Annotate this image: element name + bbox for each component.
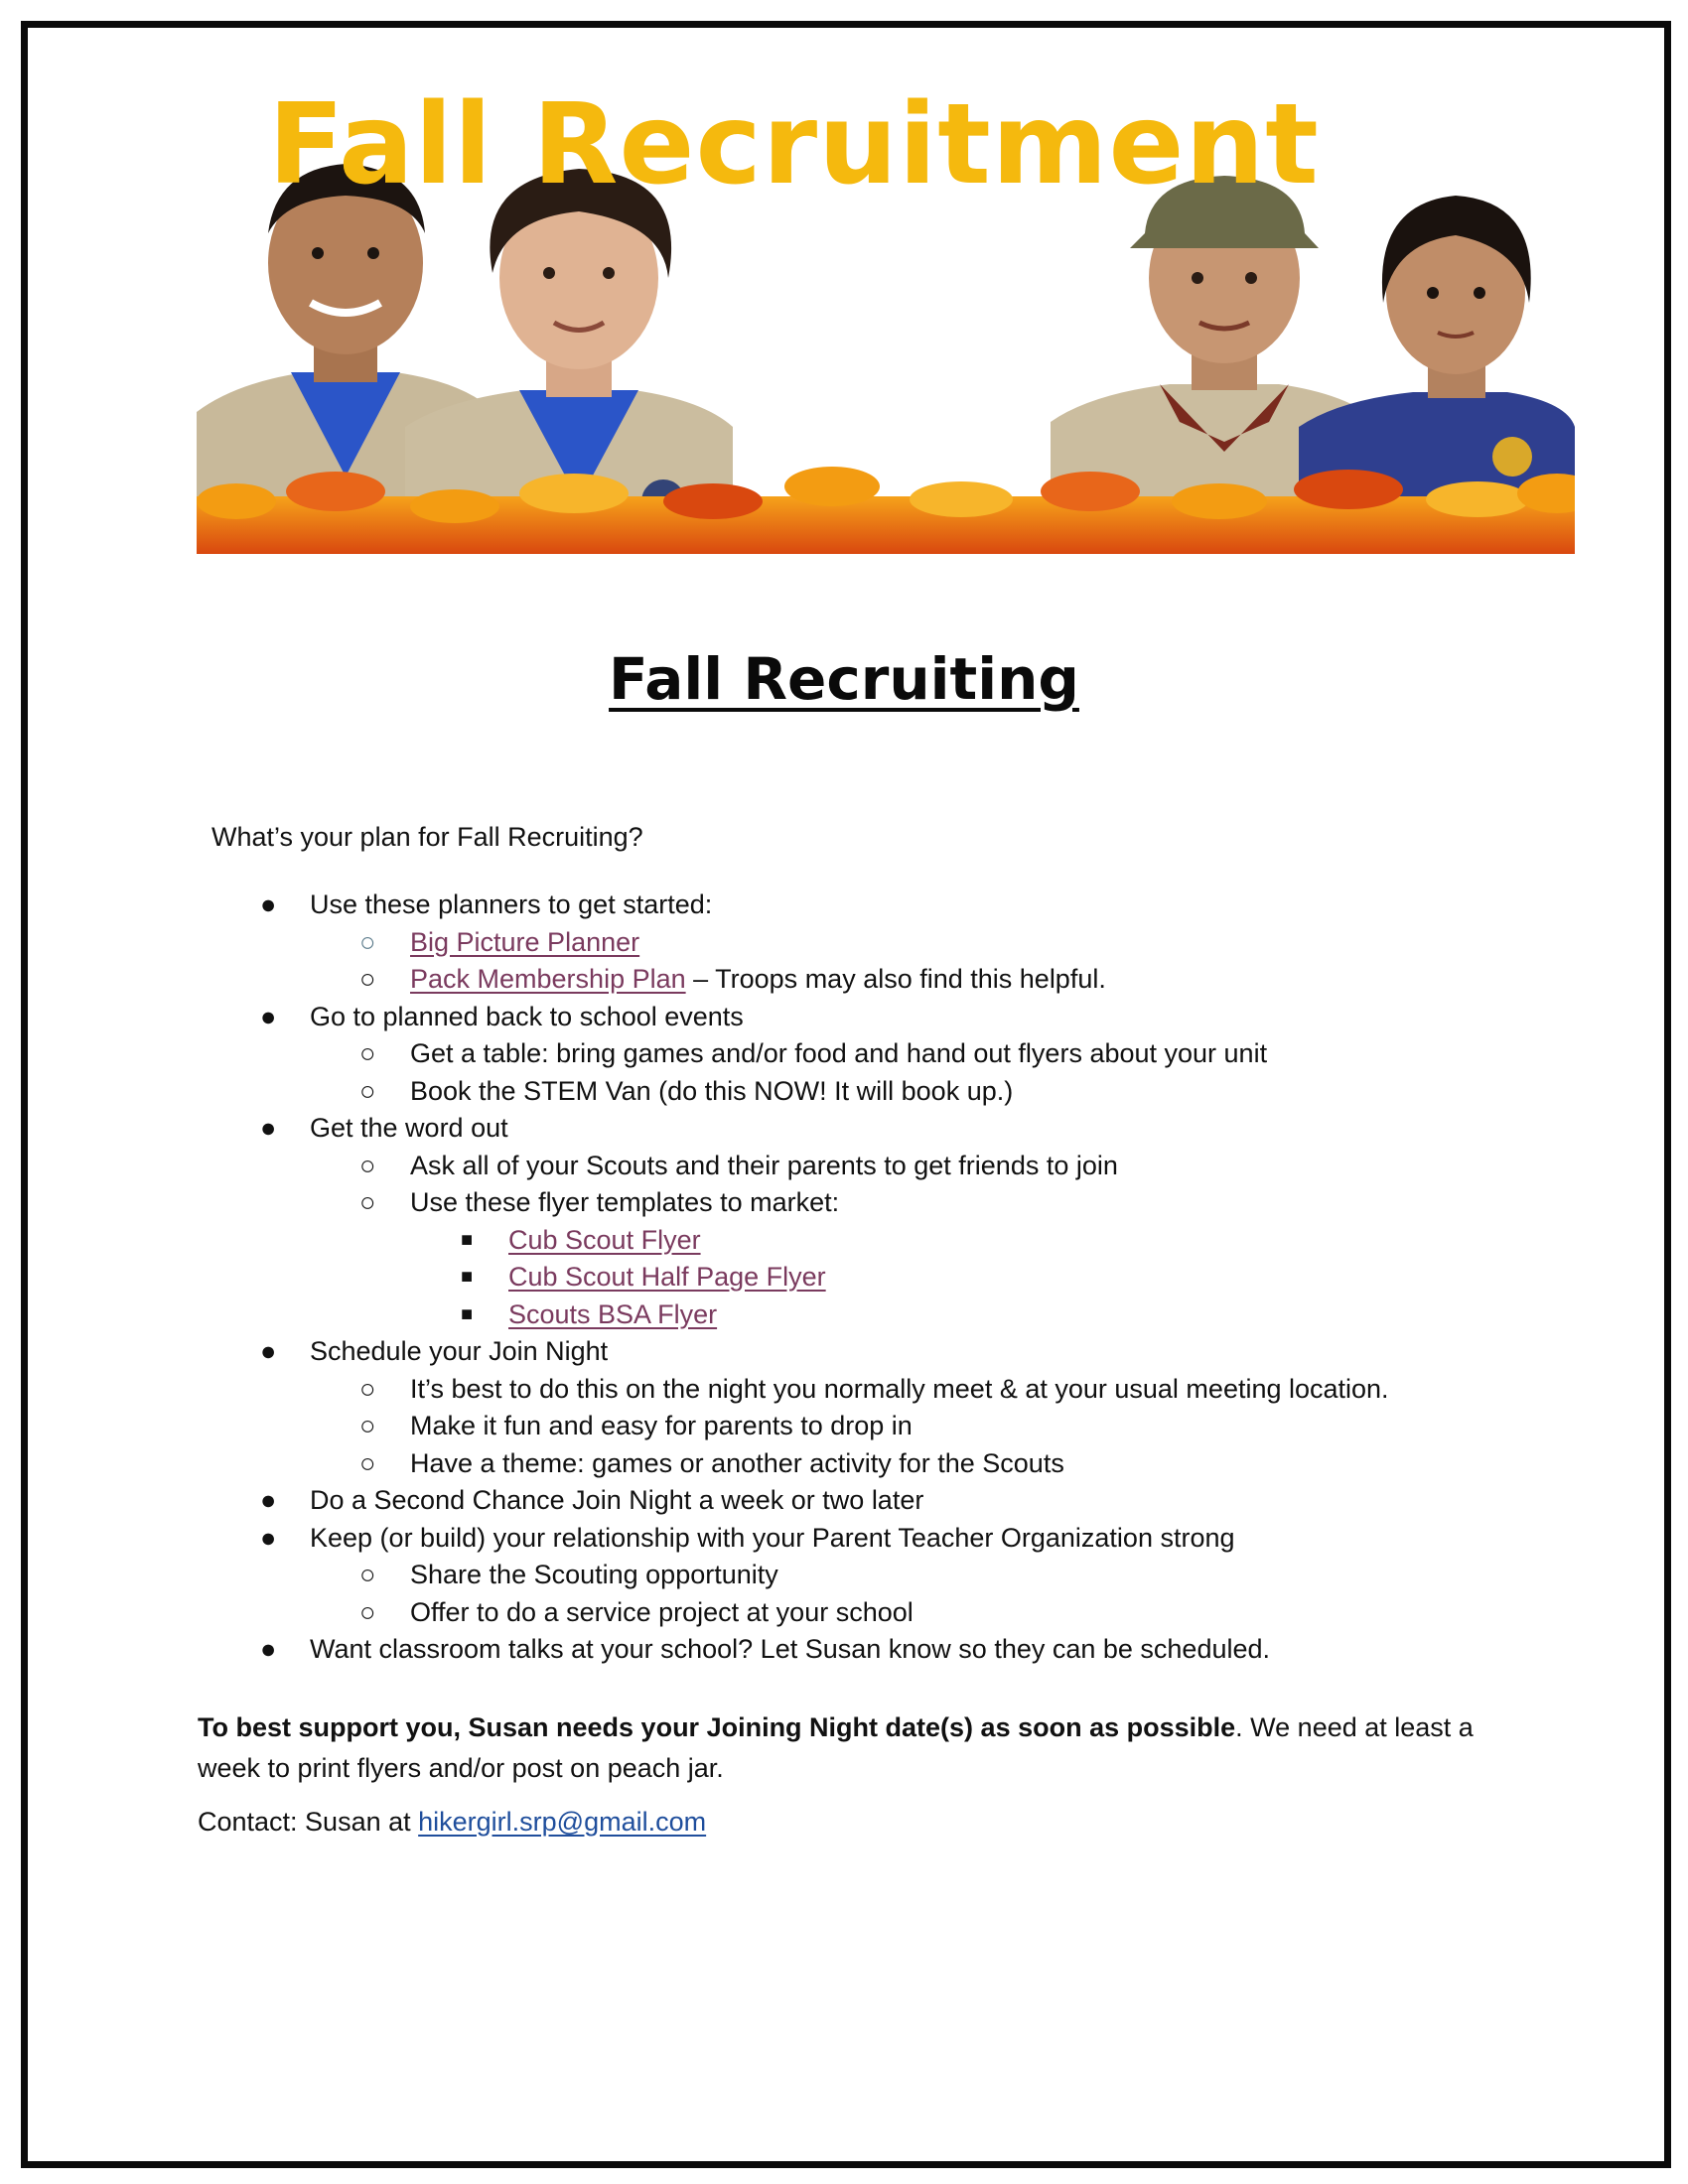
list-item: ● Get the word out xyxy=(0,1110,1688,1148)
big-picture-planner-link[interactable]: Big Picture Planner xyxy=(410,926,640,957)
circle-bullet-icon: ○ xyxy=(359,926,376,957)
intro-text: What’s your plan for Fall Recruiting? xyxy=(211,822,643,852)
list-item: ○ Ask all of your Scouts and their parents to get friends to join xyxy=(0,1148,1688,1185)
support-paragraph xyxy=(198,1707,1488,1789)
list-item xyxy=(0,1297,1688,1334)
cub-scout-half-page-flyer-link[interactable]: Cub Scout Half Page Flyer xyxy=(508,1262,826,1292)
circle-bullet-icon: ○ xyxy=(359,1187,376,1217)
circle-bullet-icon: ○ xyxy=(359,964,376,994)
bullet-icon: ● xyxy=(260,1113,277,1143)
support-rest-text: . We need at least a week to print flyers and/or post on peach jar. xyxy=(198,1712,1474,1783)
support-bold-text: To best support you, Susan needs your Joining Night date(s) as soon as possible xyxy=(198,1712,1236,1742)
list-item: ○ Pack Membership Plan – Troops may also find this helpful. xyxy=(0,961,1688,999)
list-item: ● Do a Second Chance Join Night a week or two later xyxy=(0,1482,1688,1520)
square-bullet-icon: ■ xyxy=(461,1266,474,1288)
list-item xyxy=(0,924,1688,962)
bullet-icon: ● xyxy=(260,1634,277,1664)
contact-label: Contact: Susan at xyxy=(198,1807,419,1837)
list-item: ○ Book the STEM Van (do this NOW! It will book up.) xyxy=(0,1073,1688,1111)
list-item: ● Schedule your Join Night xyxy=(0,1333,1688,1371)
contact-email-link[interactable]: hikergirl.srp@gmail.com xyxy=(418,1807,707,1837)
banner-title: Fall Recruitment xyxy=(268,84,1320,209)
page-title: Fall Recruiting xyxy=(609,645,1079,713)
list-item xyxy=(0,1222,1688,1260)
square-bullet-icon: ■ xyxy=(461,1228,474,1251)
bullet-icon: ● xyxy=(260,1522,277,1553)
list-item: ○ Share the Scouting opportunity xyxy=(0,1557,1688,1594)
circle-bullet-icon: ○ xyxy=(359,1596,376,1627)
circle-bullet-icon: ○ xyxy=(359,1560,376,1589)
circle-bullet-icon: ○ xyxy=(359,1447,376,1478)
list-item xyxy=(0,1259,1688,1297)
list-item: ● Go to planned back to school events xyxy=(0,999,1688,1036)
circle-bullet-icon: ○ xyxy=(359,1411,376,1440)
bullet-icon: ● xyxy=(260,1336,277,1366)
square-bullet-icon: ■ xyxy=(461,1302,474,1325)
list-item: ○ Make it fun and easy for parents to drop in xyxy=(0,1408,1688,1445)
pack-membership-plan-link[interactable]: Pack Membership Plan xyxy=(410,964,686,994)
bullet-icon: ● xyxy=(260,889,277,919)
scouts-bsa-flyer-link[interactable]: Scouts BSA Flyer xyxy=(508,1298,718,1329)
bullet-icon: ● xyxy=(260,1001,277,1031)
recruiting-checklist xyxy=(0,887,1688,1669)
list-item: ● Keep (or build) your relationship with your Parent Teacher Organization strong xyxy=(0,1520,1688,1558)
circle-bullet-icon: ○ xyxy=(359,1075,376,1106)
cub-scout-flyer-link[interactable]: Cub Scout Flyer xyxy=(508,1224,701,1255)
circle-bullet-icon: ○ xyxy=(359,1038,376,1068)
list-item: ○ It’s best to do this on the night you normally meet & at your usual meeting location. xyxy=(0,1371,1688,1409)
contact-line xyxy=(198,1807,706,1838)
list-item: ● Use these planners to get started: xyxy=(0,887,1688,924)
list-item: ○ Have a theme: games or another activity for the Scouts xyxy=(0,1445,1688,1483)
circle-bullet-icon: ○ xyxy=(359,1373,376,1404)
list-item: ● Want classroom talks at your school? Let Susan know so they can be scheduled. xyxy=(0,1631,1688,1669)
circle-bullet-icon: ○ xyxy=(359,1150,376,1180)
list-item: ○ Use these flyer templates to market: xyxy=(0,1184,1688,1222)
banner xyxy=(197,84,1575,554)
list-item: ○ Offer to do a service project at your school xyxy=(0,1594,1688,1632)
list-item: ○ Get a table: bring games and/or food and hand out flyers about your unit xyxy=(0,1035,1688,1073)
bullet-icon: ● xyxy=(260,1485,277,1515)
